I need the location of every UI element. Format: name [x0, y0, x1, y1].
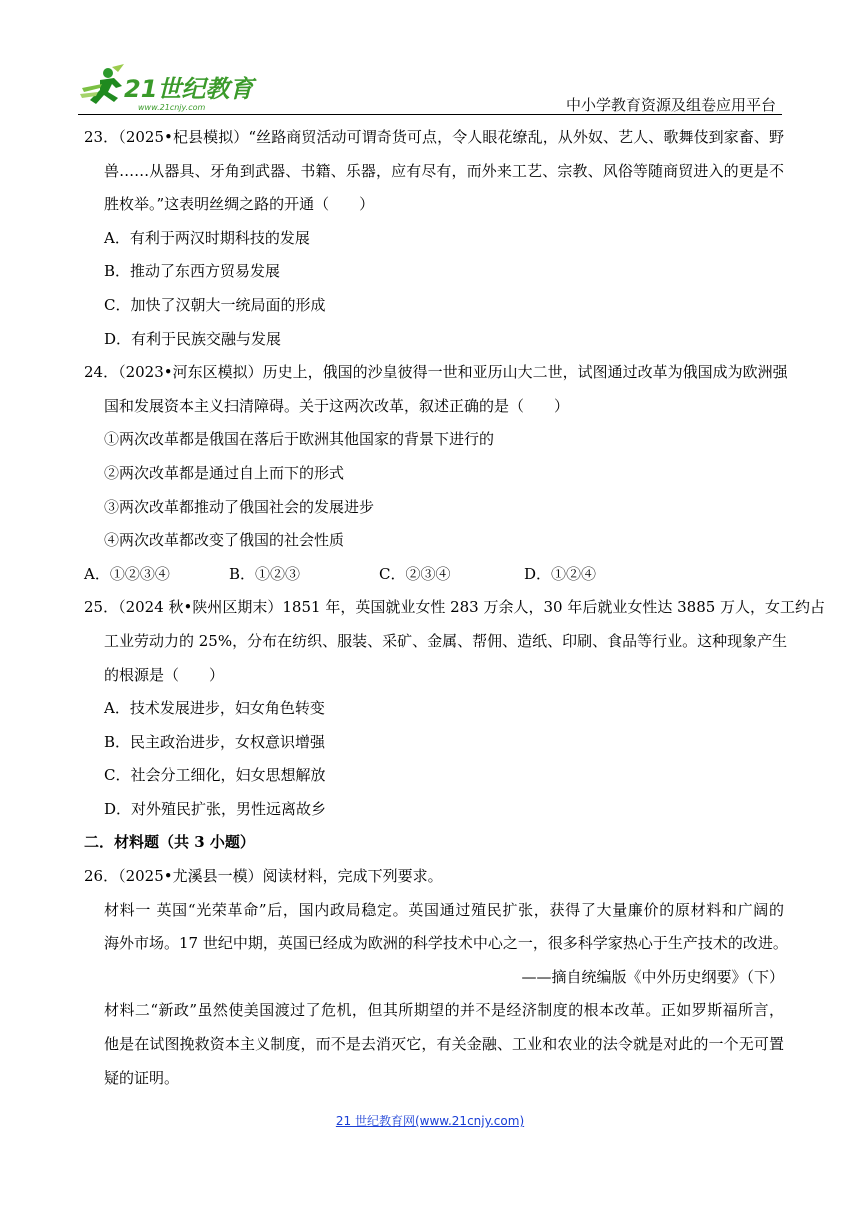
option-b: B．民主政治进步，女权意识增强	[104, 732, 326, 751]
option-d: D．①②④	[524, 564, 597, 583]
statement-item: ①两次改革都是俄国在落后于欧洲其他国家的背景下进行的	[104, 430, 495, 449]
section-title: 二．材料题（共 3 小题）	[84, 833, 255, 852]
option-c: C．②③④	[379, 564, 451, 583]
footer-link[interactable]: 21 世纪教育网(www.21cnjy.com)	[335, 1114, 525, 1128]
option-a: A．①②③④	[84, 564, 170, 583]
question-stem-line: 工业劳动力的 25%，分布在纺织、服装、采矿、金属、帮佣、造纸、印刷、食品等行业。这种现象产生	[104, 631, 788, 650]
header-divider	[78, 114, 782, 115]
material-one-line: 海外市场。17 世纪中期，英国已经成为欧洲的科学技术中心之一，很多科学家热心于生产技术的改进。	[104, 934, 788, 953]
svg-text:21世纪教育: 21世纪教育	[124, 75, 254, 103]
question-stem-line: 26．（2025•尤溪县一模）阅读材料，完成下列要求。	[84, 867, 443, 886]
statement-item: ③两次改革都推动了俄国社会的发展进步	[104, 497, 375, 516]
option-a: A．有利于两汉时期科技的发展	[104, 228, 310, 247]
statement-item: ②两次改革都是通过自上而下的形式	[104, 463, 345, 482]
site-logo[interactable]	[78, 64, 258, 114]
option-b: B．①②③	[229, 564, 301, 583]
material-two-line: 疑的证明。	[104, 1068, 180, 1087]
material-source: ——摘自统编版《中外历史纲要》（下）	[521, 967, 784, 986]
material-two-line: 材料二“新政”虽然使美国渡过了危机，但其所期望的并不是经济制度的根本改革。正如罗斯福所言，	[104, 1001, 784, 1020]
question-stem-line: 23．（2025•杞县模拟）“丝路商贸活动可谓奇货可点，令人眼花缭乱，从外奴、艺人、歌舞伎到家畜、野	[84, 128, 784, 146]
page-header	[78, 64, 782, 116]
option-c: C．社会分工细化，妇女思想解放	[104, 766, 326, 785]
question-24	[84, 356, 788, 591]
option-a: A．技术发展进步，妇女角色转变	[104, 699, 325, 718]
options-row	[84, 558, 784, 592]
platform-name: 中小学教育资源及组卷应用平台	[565, 96, 776, 114]
question-stem-line: 25．（2024 秋•陕州区期末）1851 年，英国就业女性 283 万余人，30 年后就业女性达 3885 万人，女工约占	[84, 598, 826, 617]
material-one-line: 材料一 英国“光荣革命”后，国内政局稳定。英国通过殖民扩张，获得了大量廉价的原材料和广阔的	[104, 900, 784, 919]
page-footer	[0, 1112, 860, 1129]
svg-text:www.21cnjy.com: www.21cnjy.com	[138, 103, 206, 112]
question-stem-line: 国和发展资本主义扫清障碍。关于这两次改革，叙述正确的是（ ）	[104, 396, 570, 415]
question-26	[84, 860, 788, 1095]
option-c: C．加快了汉朝大一统局面的形成	[104, 295, 326, 314]
question-23	[84, 121, 784, 356]
statement-item: ④两次改革都改变了俄国的社会性质	[104, 531, 345, 550]
question-stem-line: 胜枚举。”这表明丝绸之路的开通（ ）	[104, 195, 375, 214]
option-b: B．推动了东西方贸易发展	[104, 262, 281, 281]
option-d: D．对外殖民扩张，男性远离故乡	[104, 799, 327, 818]
question-stem-line: 兽……从器具、牙角到武器、书籍、乐器，应有尽有，而外来工艺、宗教、风俗等随商贸进入的更是不	[104, 161, 784, 180]
exam-content	[84, 121, 826, 1095]
question-25	[84, 591, 826, 826]
material-two-line: 他是在试图挽救资本主义制度，而不是去消灭它，有关金融、工业和农业的法令就是对此的一个无可置	[104, 1035, 784, 1054]
question-stem-line: 的根源是（ ）	[104, 665, 225, 684]
question-stem-line: 24．（2023•河东区模拟）历史上，俄国的沙皇彼得一世和亚历山大二世，试图通过改革为俄国成为欧洲强	[84, 363, 788, 382]
option-d: D．有利于民族交融与发展	[104, 329, 282, 348]
